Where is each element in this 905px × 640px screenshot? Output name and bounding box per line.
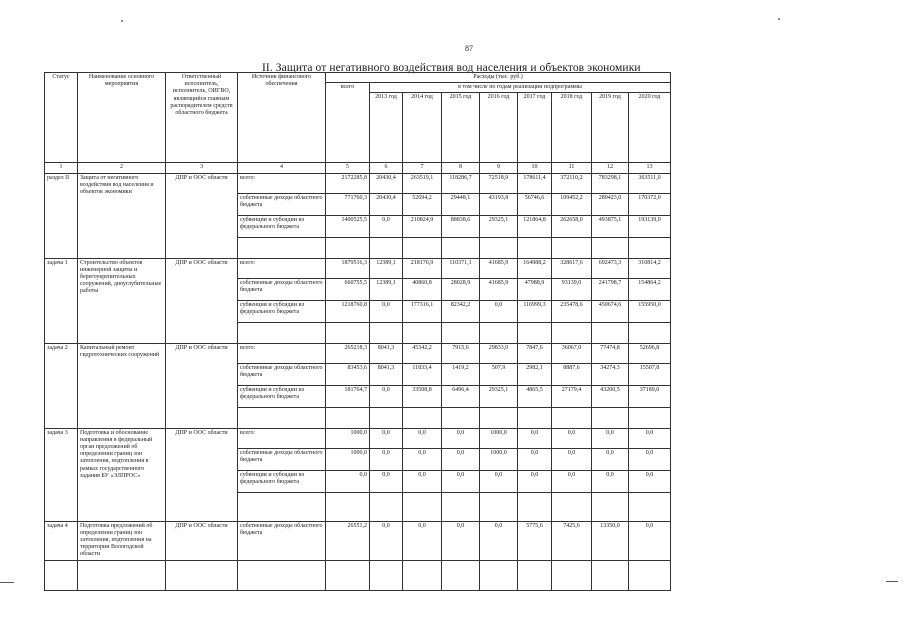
row-year-value: 109452,2	[552, 193, 592, 215]
row-year-value: 178611,4	[518, 173, 552, 193]
row-year-value: 12389,1	[370, 278, 403, 300]
row-year-value: 0,0	[592, 470, 629, 492]
row-year-value: 1000,0	[480, 448, 518, 470]
row-year-value: 52696,8	[629, 343, 671, 363]
row-year-value: 0,0	[403, 470, 442, 492]
row-year-value: 12389,1	[370, 258, 403, 278]
row-year-value: 20430,4	[370, 193, 403, 215]
row-responsible: ДПР и ООС области	[166, 343, 238, 428]
spacer-cell	[592, 237, 629, 258]
row-year-value: 0,0	[480, 470, 518, 492]
header-year: 2017 год	[518, 93, 552, 163]
spacer-cell	[238, 322, 326, 343]
spacer-cell	[480, 322, 518, 343]
row-year-value: 193139,0	[629, 215, 671, 237]
row-year-value: 13350,0	[592, 521, 629, 560]
row-source: собственные доходы областного бюджета	[238, 448, 326, 470]
row-source: субвенции и субсидии из федерального бюджета	[238, 385, 326, 407]
spacer-cell	[518, 237, 552, 258]
scan-mark	[778, 18, 780, 20]
row-year-value: 6496,4	[442, 385, 480, 407]
row-status: раздел II	[45, 173, 78, 258]
row-status: задача 1	[45, 258, 78, 343]
row-year-value: 116999,3	[518, 300, 552, 322]
spacer-cell	[442, 407, 480, 428]
column-number: 7	[403, 163, 442, 173]
row-year-value: 0,0	[370, 215, 403, 237]
row-year-value: 154864,2	[629, 278, 671, 300]
column-number: 9	[480, 163, 518, 173]
row-total: 1400525,5	[326, 215, 370, 237]
row-year-value: 0,0	[552, 428, 592, 448]
spacer-cell	[326, 237, 370, 258]
financing-table	[44, 72, 671, 591]
row-year-value: 0,0	[480, 300, 518, 322]
row-name: Капитальный ремонт гидротехнических сооружений	[78, 343, 166, 428]
spacer-cell	[629, 237, 671, 258]
header-year: 2016 год	[480, 93, 518, 163]
row-year-value: 0,0	[403, 448, 442, 470]
row-source: собственные доходы областного бюджета	[238, 521, 326, 560]
row-year-value: 363511,0	[629, 173, 671, 193]
spacer-cell	[238, 560, 326, 590]
row-year-value: 8041,3	[370, 343, 403, 363]
row-year-value: 4865,5	[518, 385, 552, 407]
row-year-value: 164988,2	[518, 258, 552, 278]
page-number: 87	[465, 44, 473, 53]
row-year-value: 33508,8	[403, 385, 442, 407]
row-year-value: 0,0	[518, 448, 552, 470]
spacer-cell	[326, 322, 370, 343]
row-year-value: 8041,3	[370, 363, 403, 385]
scan-mark	[121, 20, 123, 22]
spacer-cell	[552, 237, 592, 258]
column-number: 12	[592, 163, 629, 173]
row-year-value: 0,0	[592, 428, 629, 448]
scan-mark	[0, 582, 14, 583]
row-name: Строительство объектов инженерной защиты и берегоукрепительных сооружений, дноуглубительные работы	[78, 258, 166, 343]
row-year-value: 0,0	[403, 521, 442, 560]
row-responsible: ДПР и ООС области	[166, 173, 238, 258]
row-year-value: 7847,6	[518, 343, 552, 363]
row-year-value: 110371,1	[442, 258, 480, 278]
row-year-value: 372110,2	[552, 173, 592, 193]
column-number: 3	[166, 163, 238, 173]
spacer-cell	[518, 492, 552, 521]
row-year-value: 0,0	[480, 521, 518, 560]
header-year: 2013 год	[370, 93, 403, 163]
spacer-cell	[442, 322, 480, 343]
row-year-value: 783298,1	[592, 173, 629, 193]
row-year-value: 177316,1	[403, 300, 442, 322]
row-year-value: 41685,9	[480, 278, 518, 300]
row-year-value: 28028,9	[442, 278, 480, 300]
row-year-value: 0,0	[552, 470, 592, 492]
spacer-cell	[518, 560, 552, 590]
row-year-value: 2982,1	[518, 363, 552, 385]
row-year-value: 20430,4	[370, 173, 403, 193]
spacer-cell	[480, 237, 518, 258]
row-year-value: 507,9	[480, 363, 518, 385]
column-number: 6	[370, 163, 403, 173]
spacer-cell	[552, 407, 592, 428]
row-year-value: 0,0	[370, 300, 403, 322]
spacer-cell	[592, 560, 629, 590]
row-year-value: 0,0	[518, 470, 552, 492]
row-year-value: 40860,8	[403, 278, 442, 300]
row-year-value: 0,0	[629, 428, 671, 448]
table-row	[45, 343, 671, 363]
row-year-value: 5775,6	[518, 521, 552, 560]
row-year-value: 0,0	[403, 428, 442, 448]
row-source: собственные доходы областного бюджета	[238, 278, 326, 300]
column-number: 10	[518, 163, 552, 173]
spacer-cell	[370, 560, 403, 590]
spacer-cell	[370, 492, 403, 521]
spacer-cell	[592, 322, 629, 343]
column-numbers-row	[45, 163, 671, 173]
row-year-value: 0,0	[370, 428, 403, 448]
row-year-value: 241798,7	[592, 278, 629, 300]
row-name: Подготовка предложений об определении границ зон затопления, подтопления на территории Вологодской области	[78, 521, 166, 560]
row-year-value: 0,0	[370, 470, 403, 492]
row-year-value: 170372,0	[629, 193, 671, 215]
row-year-value: 1419,2	[442, 363, 480, 385]
header-source: Источник финансового обеспечения	[238, 73, 326, 163]
row-responsible: ДПР и ООС области	[166, 428, 238, 521]
row-year-value: 7425,6	[552, 521, 592, 560]
row-year-value: 121864,8	[518, 215, 552, 237]
header-year: 2014 год	[403, 93, 442, 163]
row-source: субвенции и субсидии из федерального бюджета	[238, 470, 326, 492]
row-total: 771760,3	[326, 193, 370, 215]
row-source: субвенции и субсидии из федерального бюджета	[238, 215, 326, 237]
row-year-value: 310814,2	[629, 258, 671, 278]
row-year-value: 82342,2	[442, 300, 480, 322]
row-year-value: 7915,6	[442, 343, 480, 363]
header-expenses: Расходы (тыс. руб.)	[326, 73, 671, 83]
row-year-value: 289423,0	[592, 193, 629, 215]
row-year-value: 0,0	[370, 448, 403, 470]
row-year-value: 29833,0	[480, 343, 518, 363]
row-year-value: 118286,7	[442, 173, 480, 193]
header-year: 2015 год	[442, 93, 480, 163]
row-year-value: 0,0	[592, 448, 629, 470]
row-year-value: 8887,6	[552, 363, 592, 385]
header-year: 2020 год	[629, 93, 671, 163]
header-responsible: Ответственный исполнитель, исполнитель, ОИГВО, являющийся главным распорядителем средств областного бюджета	[166, 73, 238, 163]
row-total: 1879516,3	[326, 258, 370, 278]
row-year-value: 52694,2	[403, 193, 442, 215]
spacer-cell	[238, 407, 326, 428]
spacer-cell	[442, 492, 480, 521]
row-year-value: 0,0	[370, 385, 403, 407]
header-year: 2019 год	[592, 93, 629, 163]
column-number: 13	[629, 163, 671, 173]
row-total: 0,0	[326, 470, 370, 492]
row-responsible: ДПР и ООС области	[166, 521, 238, 560]
spacer-cell	[552, 492, 592, 521]
row-total: 2172285,8	[326, 173, 370, 193]
table-row	[45, 258, 671, 278]
row-year-value: 263519,1	[403, 173, 442, 193]
spacer-cell	[442, 560, 480, 590]
row-year-value: 29325,1	[480, 215, 518, 237]
spacer-cell	[326, 407, 370, 428]
row-year-value: 93139,0	[552, 278, 592, 300]
column-number: 5	[326, 163, 370, 173]
row-year-value: 0,0	[629, 448, 671, 470]
row-total: 660755,5	[326, 278, 370, 300]
row-year-value: 0,0	[518, 428, 552, 448]
row-status: задача 3	[45, 428, 78, 521]
column-number: 11	[552, 163, 592, 173]
row-year-value: 27179,4	[552, 385, 592, 407]
row-source: собственные доходы областного бюджета	[238, 363, 326, 385]
header-row-1	[45, 73, 671, 83]
spacer-cell	[326, 492, 370, 521]
row-total: 181764,7	[326, 385, 370, 407]
row-name: Защита от негативного воздействия вод населения и объектов экономики	[78, 173, 166, 258]
column-number: 2	[78, 163, 166, 173]
spacer-cell	[629, 407, 671, 428]
row-total: 265218,3	[326, 343, 370, 363]
row-year-value: 450674,6	[592, 300, 629, 322]
row-year-value: 155950,0	[629, 300, 671, 322]
row-name: Подготовка и обоснование направления в федеральный орган предложений об определении границ зон затопления, подтопления в рамках государственного задания БУ «ЭЛПРОС»	[78, 428, 166, 521]
row-year-value: 37189,0	[629, 385, 671, 407]
row-year-value: 11833,4	[403, 363, 442, 385]
row-year-value: 328617,6	[552, 258, 592, 278]
row-year-value: 43193,8	[480, 193, 518, 215]
section-heading: II. Защита от негативного воздействия вод населения и объектов экономики	[262, 62, 641, 74]
row-source: всего:	[238, 343, 326, 363]
spacer-cell	[592, 492, 629, 521]
row-year-value: 0,0	[442, 521, 480, 560]
row-year-value: 29325,1	[480, 385, 518, 407]
row-total: 26551,2	[326, 521, 370, 560]
row-total: 1000,0	[326, 448, 370, 470]
row-year-value: 47988,9	[518, 278, 552, 300]
row-year-value: 493875,1	[592, 215, 629, 237]
row-year-value: 1000,0	[480, 428, 518, 448]
row-total: 1000,0	[326, 428, 370, 448]
row-year-value: 88838,6	[442, 215, 480, 237]
spacer-cell	[480, 407, 518, 428]
row-year-value: 0,0	[552, 448, 592, 470]
spacer-cell	[403, 560, 442, 590]
spacer-cell	[403, 407, 442, 428]
row-year-value: 218176,9	[403, 258, 442, 278]
row-year-value: 0,0	[442, 470, 480, 492]
spacer-cell	[629, 560, 671, 590]
row-year-value: 0,0	[629, 521, 671, 560]
row-year-value: 15507,8	[629, 363, 671, 385]
spacer-cell	[518, 407, 552, 428]
spacer-cell	[370, 407, 403, 428]
row-year-value: 0,0	[629, 470, 671, 492]
table-row	[45, 173, 671, 193]
spacer-cell	[370, 237, 403, 258]
spacer-cell	[403, 237, 442, 258]
spacer-cell	[629, 492, 671, 521]
row-year-value: 41685,9	[480, 258, 518, 278]
row-year-value: 29448,1	[442, 193, 480, 215]
spacer-row	[45, 560, 671, 590]
spacer-cell	[552, 560, 592, 590]
row-year-value: 692473,3	[592, 258, 629, 278]
spacer-cell	[370, 322, 403, 343]
header-status: Статус	[45, 73, 78, 163]
row-year-value: 77474,8	[592, 343, 629, 363]
row-year-value: 210824,9	[403, 215, 442, 237]
spacer-cell	[518, 322, 552, 343]
row-year-value: 0,0	[370, 521, 403, 560]
row-source: собственные доходы областного бюджета	[238, 193, 326, 215]
header-name: Наименование основного мероприятия	[78, 73, 166, 163]
table-row	[45, 428, 671, 448]
header-total: всего	[326, 83, 370, 163]
spacer-cell	[326, 560, 370, 590]
header-year: 2018 год	[552, 93, 592, 163]
row-source: всего:	[238, 258, 326, 278]
scan-mark	[886, 581, 898, 582]
row-year-value: 56746,6	[518, 193, 552, 215]
spacer-cell	[552, 322, 592, 343]
row-year-value: 262658,0	[552, 215, 592, 237]
row-source: субвенции и субсидии из федерального бюджета	[238, 300, 326, 322]
row-total: 1218760,8	[326, 300, 370, 322]
row-year-value: 45342,2	[403, 343, 442, 363]
header-by-years: в том числе по годам реализации подпрограммы	[370, 83, 671, 93]
column-number: 8	[442, 163, 480, 173]
row-year-value: 43200,5	[592, 385, 629, 407]
row-status: задача 2	[45, 343, 78, 428]
row-year-value: 34274,3	[592, 363, 629, 385]
spacer-cell	[166, 560, 238, 590]
row-year-value: 36067,0	[552, 343, 592, 363]
table-row	[45, 521, 671, 560]
spacer-cell	[592, 407, 629, 428]
row-source: всего:	[238, 173, 326, 193]
spacer-cell	[480, 560, 518, 590]
column-number: 1	[45, 163, 78, 173]
row-responsible: ДПР и ООС области	[166, 258, 238, 343]
spacer-cell	[480, 492, 518, 521]
column-number: 4	[238, 163, 326, 173]
row-total: 83453,6	[326, 363, 370, 385]
row-year-value: 235478,6	[552, 300, 592, 322]
spacer-cell	[45, 560, 78, 590]
spacer-cell	[403, 322, 442, 343]
spacer-cell	[629, 322, 671, 343]
spacer-cell	[238, 492, 326, 521]
spacer-cell	[403, 492, 442, 521]
spacer-cell	[78, 560, 166, 590]
spacer-cell	[442, 237, 480, 258]
row-status: задача 4	[45, 521, 78, 560]
row-year-value: 0,0	[442, 448, 480, 470]
spacer-cell	[238, 237, 326, 258]
row-year-value: 0,0	[442, 428, 480, 448]
row-source: всего:	[238, 428, 326, 448]
row-year-value: 72518,9	[480, 173, 518, 193]
